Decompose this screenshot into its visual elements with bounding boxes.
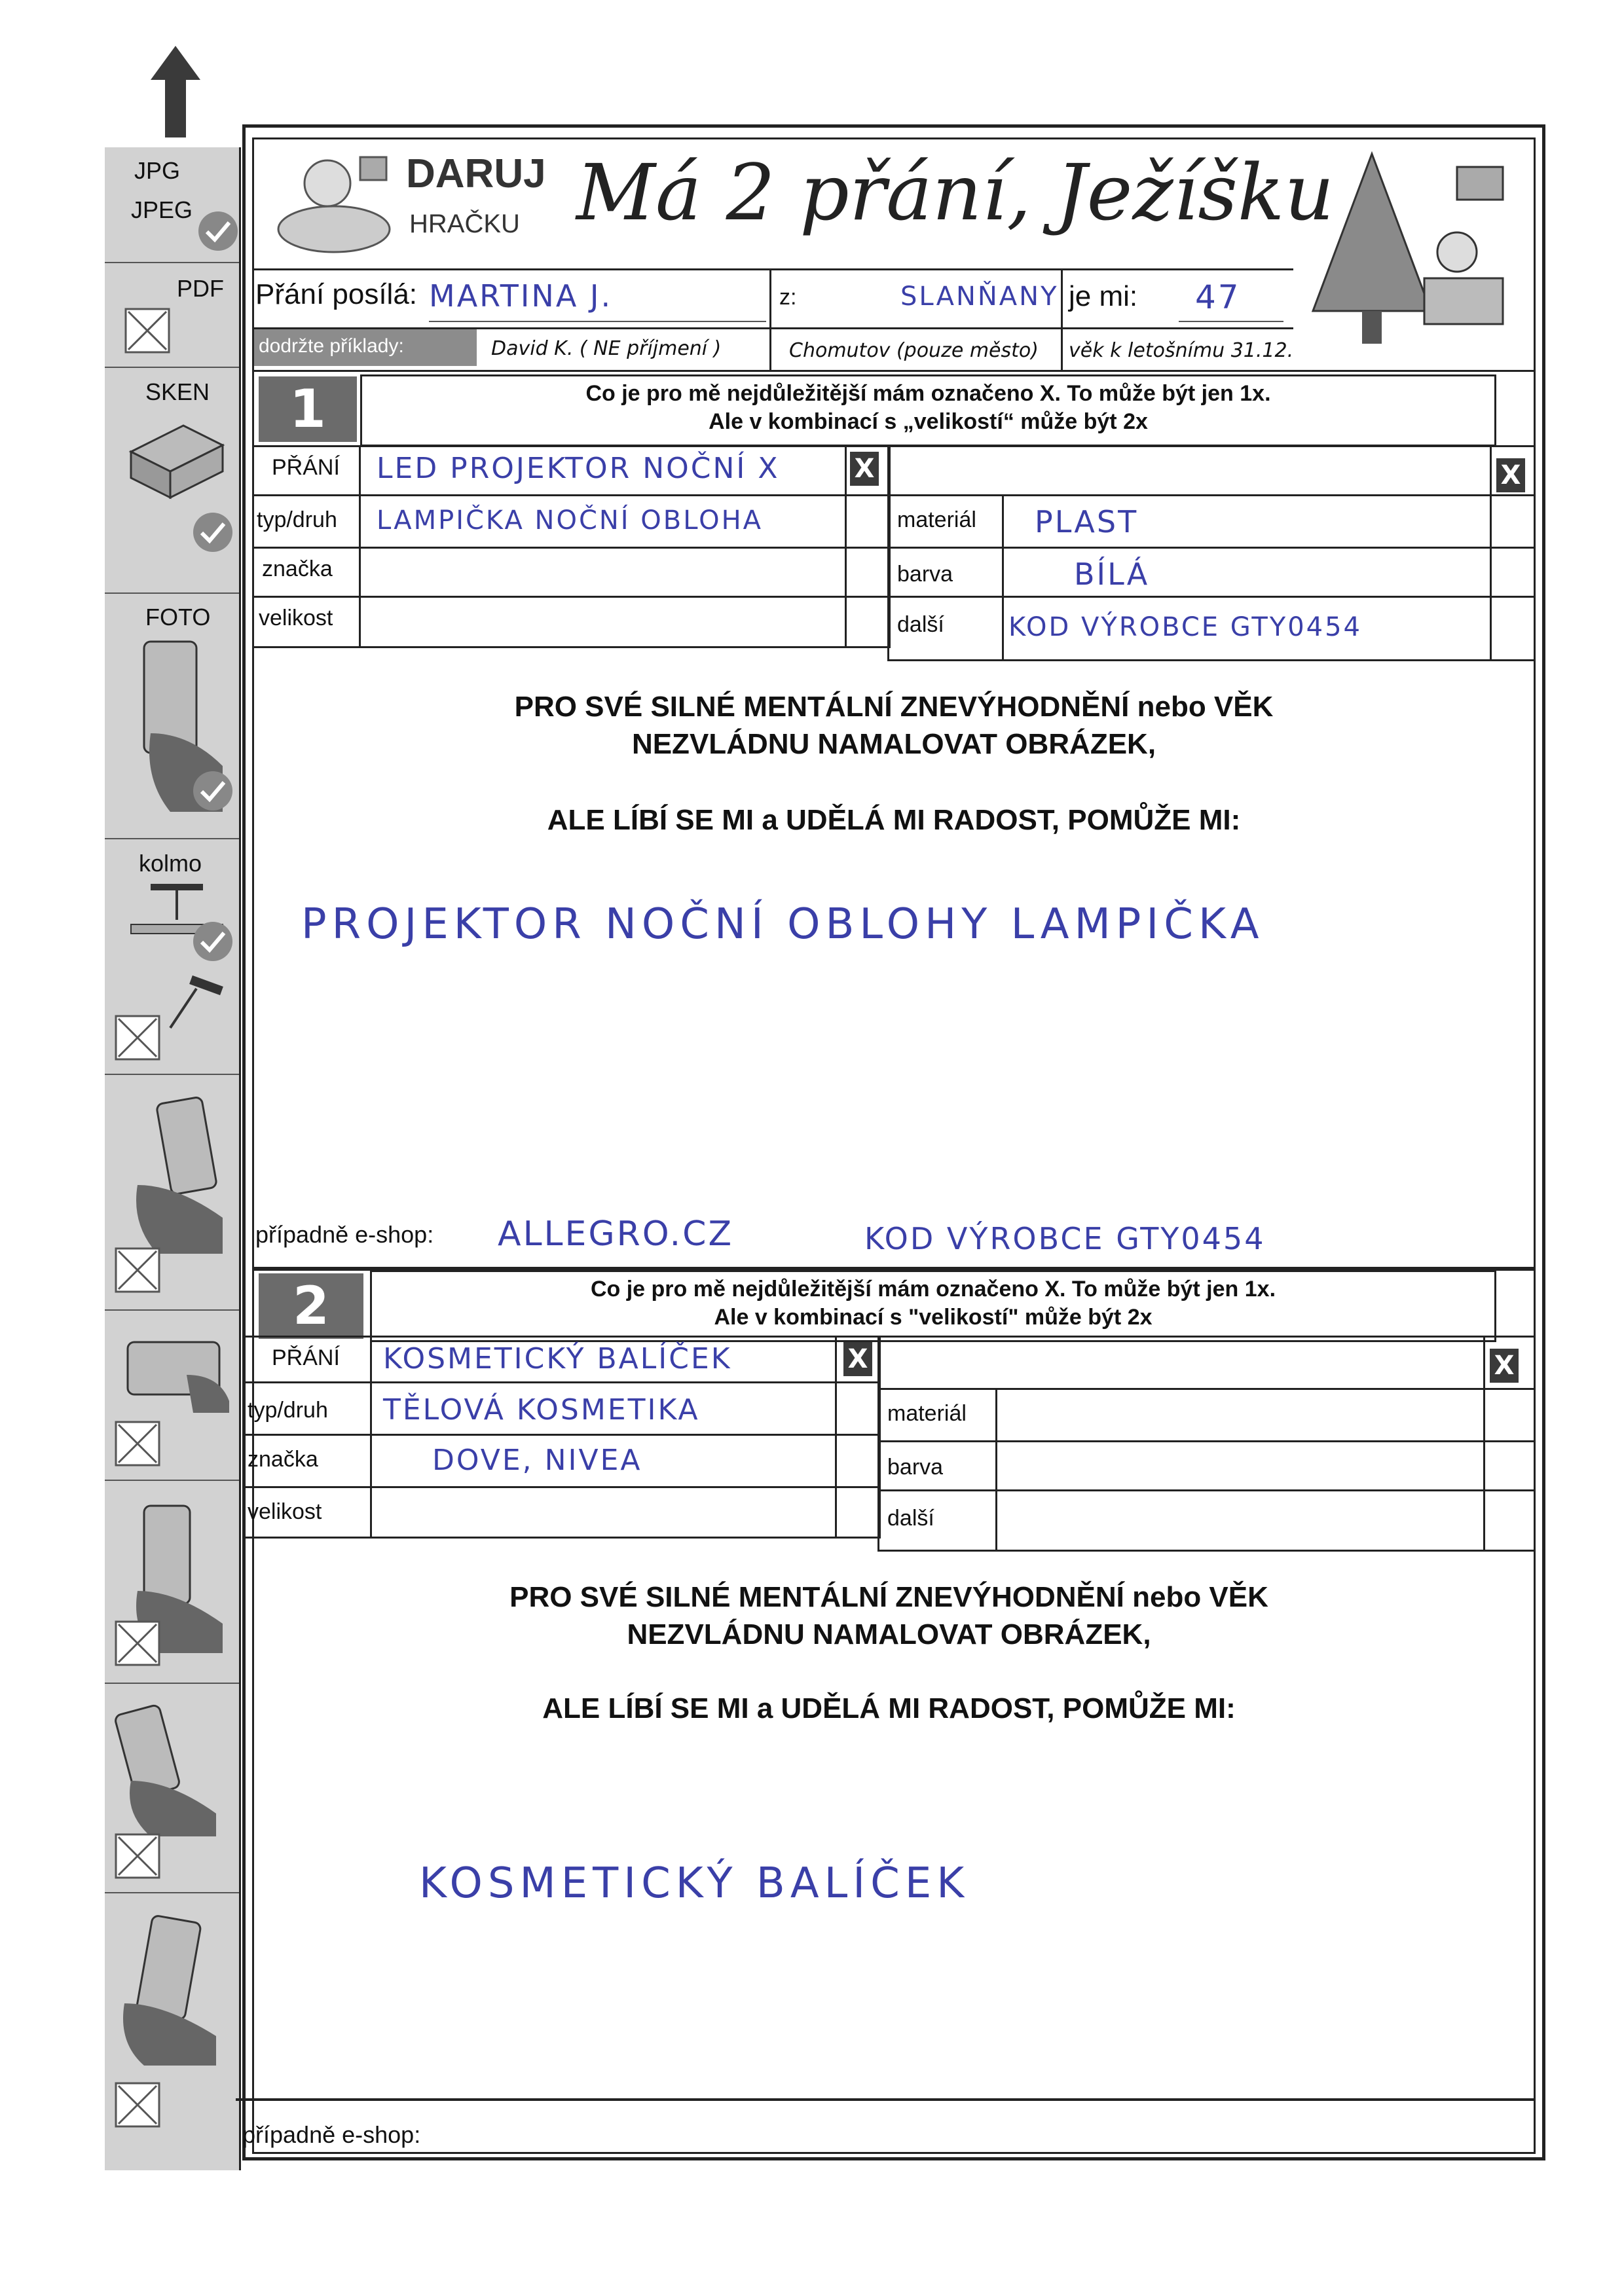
cross-box-icon bbox=[115, 1247, 160, 1293]
label-dalsi: další bbox=[887, 1506, 934, 1531]
section-number: 1 bbox=[259, 376, 357, 442]
label-prani: PŘÁNÍ bbox=[272, 455, 340, 480]
check-icon bbox=[196, 210, 240, 253]
mark-x-right[interactable]: X bbox=[1490, 1349, 1519, 1383]
value-material[interactable]: PLAST bbox=[1035, 504, 1139, 539]
hint-city: Chomutov (pouze město) bbox=[789, 339, 1039, 362]
kolmo-label: kolmo bbox=[139, 850, 202, 877]
cross-box-icon bbox=[115, 1833, 160, 1879]
up-arrow-icon bbox=[149, 46, 202, 137]
santa-logo-icon bbox=[275, 144, 406, 255]
check-icon bbox=[191, 511, 234, 554]
cross-box-icon bbox=[115, 1421, 160, 1467]
label-znacka: značka bbox=[248, 1447, 318, 1472]
logo-hracku: HRAČKU bbox=[409, 210, 520, 238]
eshop-extra[interactable]: KOD VÝROBCE GTY0454 bbox=[864, 1221, 1266, 1256]
sken-label: SKEN bbox=[145, 378, 210, 405]
value-barva[interactable]: BÍLÁ bbox=[1074, 556, 1150, 592]
foto-label: FOTO bbox=[145, 604, 211, 630]
from-label: z: bbox=[779, 285, 797, 310]
message-line1: PRO SVÉ SILNÉ MENTÁLNÍ ZNEVÝHODNĚNÍ nebo VĚK bbox=[509, 1581, 1268, 1613]
value-prani[interactable]: LED PROJEKTOR NOČNÍ X bbox=[377, 452, 780, 485]
instruction-line2: Ale v kombinací s "velikostí" může být 2x bbox=[714, 1305, 1153, 1330]
eshop-value[interactable]: ALLEGRO.CZ bbox=[498, 1214, 734, 1254]
jpeg-label: JPEG bbox=[131, 196, 193, 223]
label-dalsi: další bbox=[897, 612, 944, 637]
hint-name: David K. ( NE příjmení ) bbox=[491, 337, 722, 360]
christmas-tree-icon bbox=[1300, 141, 1516, 357]
logo-daruj: DARUJ bbox=[406, 151, 546, 196]
label-typ: typ/druh bbox=[257, 507, 337, 532]
hint-label: dodržte příklady: bbox=[259, 335, 404, 357]
scanner-icon bbox=[124, 412, 229, 504]
mark-x-left[interactable]: X bbox=[843, 1342, 872, 1376]
page-title: Má 2 přání, Ježíšku bbox=[576, 147, 1335, 238]
cross-box-icon bbox=[124, 308, 170, 354]
sender-label: Přání posílá: bbox=[255, 278, 418, 310]
value-typ[interactable]: LAMPIČKA NOČNÍ OBLOHA bbox=[377, 505, 764, 536]
message-line3: ALE LÍBÍ SE MI a UDĚLÁ MI RADOST, POMŮŽE MI: bbox=[547, 804, 1241, 836]
mark-x-left[interactable]: X bbox=[850, 452, 879, 486]
eshop-label: případně e-shop: bbox=[255, 1221, 434, 1248]
instruction-line1: Co je pro mě nejdůležitější mám označeno X. To může být jen 1x. bbox=[590, 1277, 1276, 1302]
message-line1: PRO SVÉ SILNÉ MENTÁLNÍ ZNEVÝHODNĚNÍ nebo VĚK bbox=[514, 691, 1274, 723]
value-dalsi[interactable]: KOD VÝROBCE GTY0454 bbox=[1008, 612, 1363, 642]
label-barva: barva bbox=[887, 1455, 944, 1480]
cross-box-icon bbox=[115, 1015, 160, 1061]
check-icon bbox=[191, 769, 234, 812]
handwritten-wish[interactable]: KOSMETICKÝ BALÍČEK bbox=[419, 1859, 970, 1908]
value-znacka[interactable]: DOVE, NIVEA bbox=[432, 1444, 642, 1477]
label-velikost: velikost bbox=[259, 606, 333, 630]
section-number: 2 bbox=[259, 1273, 363, 1339]
phone-hand-icon bbox=[111, 1702, 223, 1840]
age-value[interactable]: 47 bbox=[1195, 278, 1241, 316]
cross-box-icon bbox=[115, 2082, 160, 2128]
sender-value[interactable]: MARTINA J. bbox=[429, 278, 613, 314]
label-material: materiál bbox=[887, 1401, 967, 1426]
label-velikost: velikost bbox=[248, 1499, 322, 1524]
eshop-label: případně e-shop: bbox=[242, 2121, 421, 2148]
hint-age: věk k letošnímu 31.12. bbox=[1069, 339, 1294, 362]
value-typ[interactable]: TĚLOVÁ KOSMETIKA bbox=[383, 1393, 700, 1427]
handwritten-wish[interactable]: PROJEKTOR NOČNÍ OBLOHY LAMPIČKA bbox=[301, 900, 1264, 949]
message-line2: NEZVLÁDNU NAMALOVAT OBRÁZEK, bbox=[631, 728, 1156, 760]
check-icon bbox=[191, 920, 234, 963]
from-value[interactable]: SLANŇANY bbox=[900, 282, 1059, 312]
pdf-label: PDF bbox=[177, 275, 224, 302]
angled-camera-icon bbox=[151, 975, 229, 1034]
label-material: materiál bbox=[897, 507, 976, 532]
tilted-phone-icon bbox=[124, 1093, 229, 1257]
mark-x-right[interactable]: X bbox=[1496, 458, 1525, 492]
landscape-phone-icon bbox=[121, 1336, 232, 1414]
cross-box-icon bbox=[115, 1620, 160, 1666]
age-label: je mi: bbox=[1069, 280, 1138, 312]
instruction-line2: Ale v kombinací s „velikostí“ může být 2x bbox=[709, 409, 1148, 434]
jpg-label: JPG bbox=[134, 157, 181, 184]
message-line2: NEZVLÁDNU NAMALOVAT OBRÁZEK, bbox=[627, 1618, 1151, 1650]
message-line3: ALE LÍBÍ SE MI a UDĚLÁ MI RADOST, POMŮŽE MI: bbox=[542, 1692, 1236, 1724]
instruction-line1: Co je pro mě nejdůležitější mám označeno X. To může být jen 1x. bbox=[585, 381, 1271, 406]
label-znacka: značka bbox=[262, 556, 333, 581]
label-barva: barva bbox=[897, 562, 953, 587]
phone-hand-icon bbox=[111, 1912, 223, 2069]
value-prani[interactable]: KOSMETICKÝ BALÍČEK bbox=[383, 1342, 732, 1376]
label-prani: PŘÁNÍ bbox=[272, 1345, 340, 1370]
label-typ: typ/druh bbox=[248, 1398, 328, 1423]
